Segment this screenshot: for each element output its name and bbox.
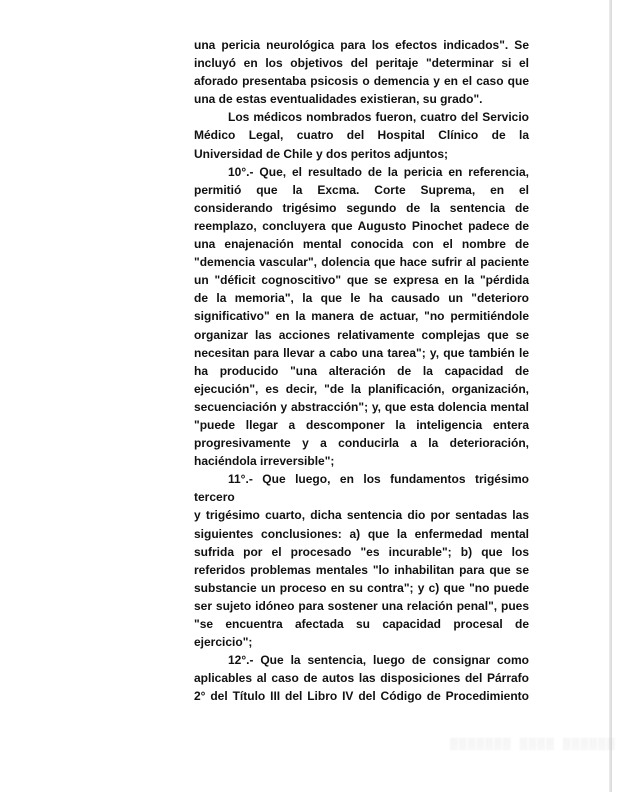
text-line: considerando trigésimo segundo de la sentencia de [194,200,529,215]
text-line: ejecución", es decir, "de la planificación, organización, [194,381,529,396]
text-line: 12°.- Que la sentencia, luego de consignar como [228,653,529,668]
text-line: 2° del Título III del Libro IV del Código de Procedimiento [194,689,529,704]
text-line: "se encuentra afectada su capacidad procesal de [194,617,529,631]
text-line: aforado presentaba psicosis o demencia y en el caso que [194,74,529,89]
text-line: siguientes conclusiones: a) que la enfermedad mental [194,526,529,541]
text-line: progresivamente y a conducirla a la deterioración, [194,436,529,451]
text-line: un "déficit cognoscitivo" que se expresa en la "pérdida [194,273,529,288]
text-line: secuenciación y abstracción"; y, que esta dolencia mental [194,399,529,414]
text-line: y trigésimo cuarto, dicha sentencia dio por sentadas las [194,508,529,523]
text-line: de la memoria", la que le ha causado un "deterioro [194,291,529,306]
paragraph-10 [194,163,529,471]
scan-edge [609,0,612,792]
text-line: una de estas eventualidades existieran, su grado". [194,92,483,107]
text-line: incluyó en los objetivos del peritaje "determinar si el [194,56,529,71]
text-line: 10°.- Que, el resultado de la pericia en referencia, [228,164,529,179]
text-line: Médico Legal, cuatro del Hospital Clínico de la [194,128,529,143]
body-text [194,36,529,705]
text-line: haciéndola irreversible"; [194,454,335,469]
text-line: permitió que la Excma. Corte Suprema, en el [194,182,529,197]
text-line: organizar las acciones relativamente complejas que se [194,327,529,342]
text-line: substancie un proceso en su contra"; y c) que "no puede [194,580,529,595]
text-line: una pericia neurológica para los efectos indicados". Se [194,38,529,52]
text-line: aplicables al caso de autos las disposiciones del Párrafo [194,671,529,686]
text-line: "puede llegar a descomponer la inteligencia entera [194,417,529,432]
text-line: referidos problemas mentales "lo inhabilitan para que se [194,562,529,577]
paragraph-medicos [194,108,529,162]
text-line: ha producido "una alteración de la capacidad de [194,363,529,378]
text-line: ejercicio"; [194,635,253,650]
text-line: reemplazo, concluyera que Augusto Pinochet padece de [194,218,529,233]
text-line: 11°.- Que luego, en los fundamentos trigésimo tercero [194,472,529,505]
text-line: significativo" en la manera de actuar, "no permitiéndole [194,309,529,324]
text-line: sufrida por el procesado "es incurable"; b) que los [194,544,529,559]
text-line: necesitan para llevar a cabo una tarea"; y, que también le [194,345,529,360]
paragraph-12 [194,651,529,705]
show-through-smudge: ▒▒▒▒▒▒▒ ▒▒▒▒ ▒▒▒▒▒▒ [450,738,616,750]
text-line: Los médicos nombrados fueron, cuatro del Servicio [228,110,529,125]
text-line: "demencia vascular", dolencia que hace sufrir al paciente [194,255,529,270]
text-line: una enajenación mental conocida con el nombre de [194,237,529,252]
text-line: Universidad de Chile y dos peritos adjuntos; [194,146,449,161]
paragraph-11 [194,470,529,651]
text-line: ser sujeto idóneo para sostener una relación penal", pues [194,598,529,613]
paragraph-continuation [194,36,529,108]
